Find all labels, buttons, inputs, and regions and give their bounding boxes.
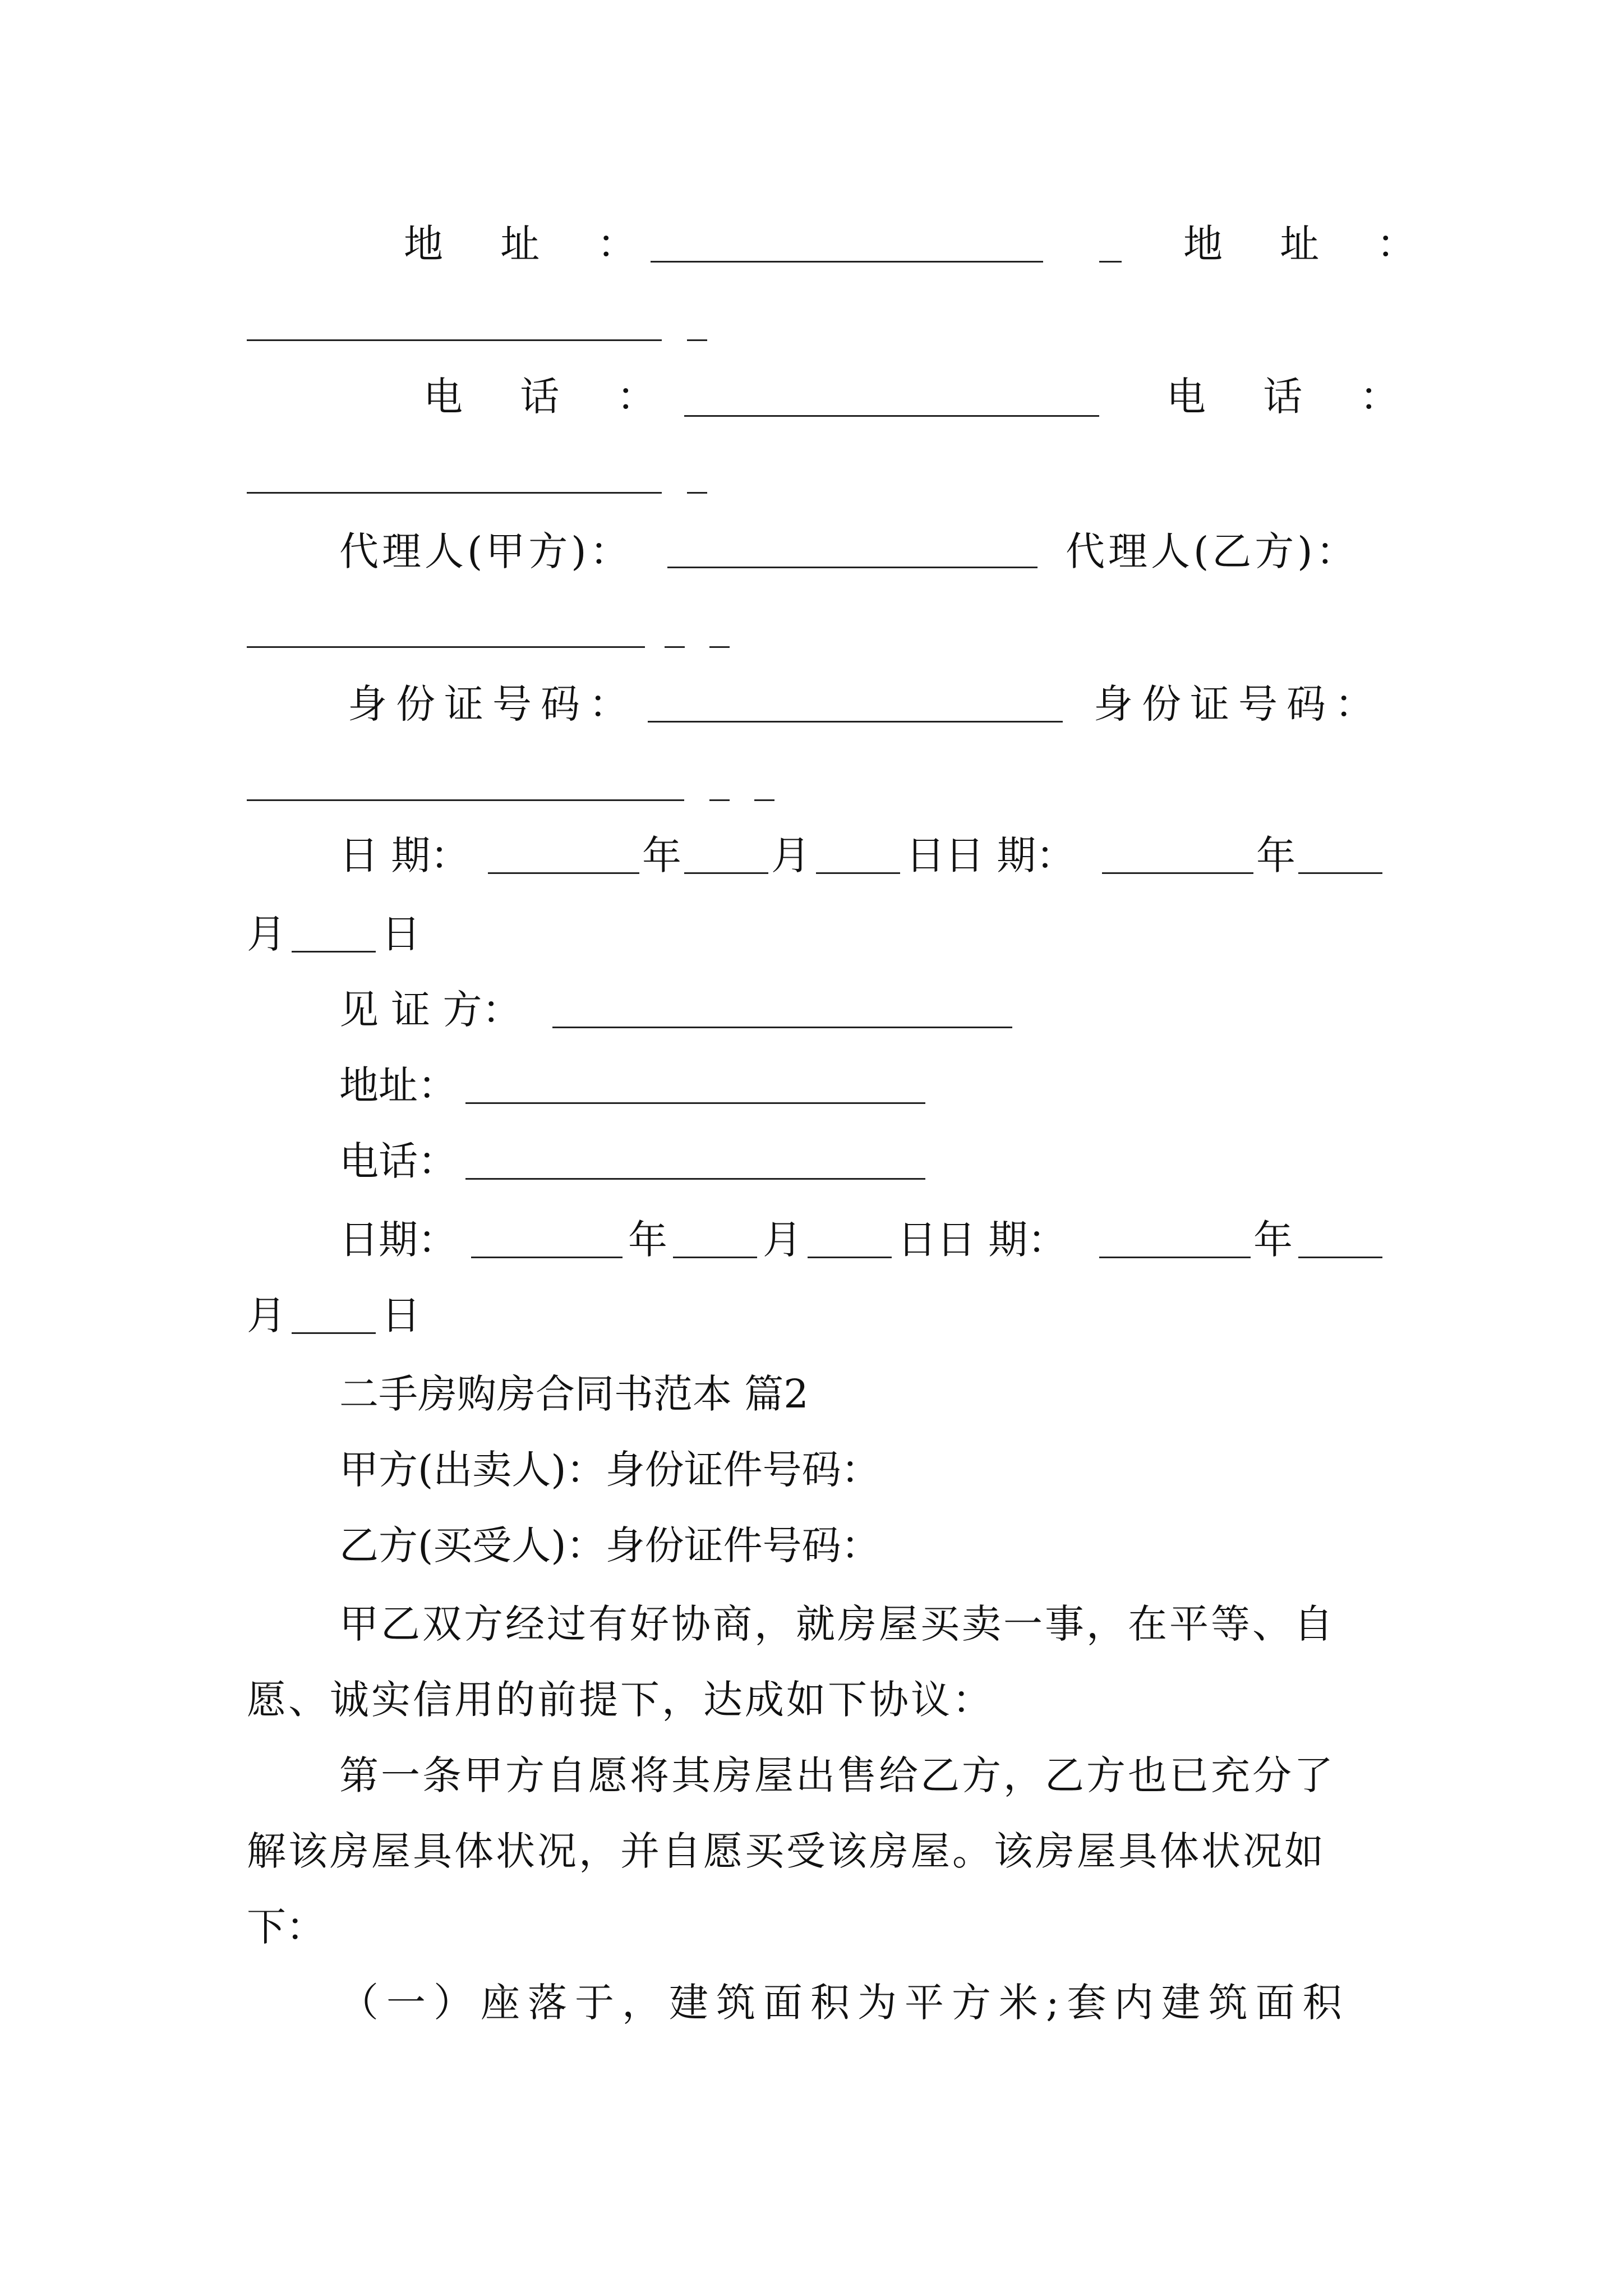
date-b-year: 年 bbox=[1256, 832, 1295, 878]
date-c-year-blank[interactable] bbox=[471, 1257, 623, 1258]
agent-a-label: 代理人(甲方)： bbox=[339, 528, 633, 574]
date-b-month-blank[interactable] bbox=[1298, 872, 1382, 874]
party-b-line: 乙方(买受人)：身份证件号码： bbox=[339, 1522, 880, 1568]
agent-a-blank[interactable] bbox=[667, 567, 1038, 568]
para-1-line-1: 甲乙双方经过有好协商，就房屋买卖一事，在平等、自 bbox=[339, 1601, 1335, 1647]
id-b-blank-tail-1 bbox=[709, 799, 730, 801]
date-c-month: 月 bbox=[763, 1217, 802, 1263]
date-a-month-blank[interactable] bbox=[684, 872, 768, 874]
buyer-phone-blank[interactable] bbox=[247, 492, 662, 494]
para-2-line-2: 解该房屋具体状况，并自愿买受该房屋。该房屋具体状况如 bbox=[247, 1828, 1326, 1874]
date-d-day: 日 bbox=[381, 1292, 421, 1338]
date-d-month-blank[interactable] bbox=[1298, 1257, 1382, 1258]
witness-phone-label: 电话： bbox=[339, 1138, 457, 1184]
date-d-year-blank[interactable] bbox=[1099, 1257, 1251, 1258]
date-d-day-blank[interactable] bbox=[292, 1332, 376, 1334]
seller-address-blank[interactable] bbox=[651, 261, 1043, 263]
date-a-year: 年 bbox=[642, 832, 681, 878]
date-c-month-blank[interactable] bbox=[673, 1257, 757, 1258]
id-b-blank-tail-2 bbox=[754, 799, 774, 801]
agent-b-blank[interactable] bbox=[247, 646, 645, 648]
buyer-address-blank-tail bbox=[687, 339, 707, 341]
date-a-day-blank[interactable] bbox=[816, 872, 900, 874]
witness-phone-blank[interactable] bbox=[465, 1178, 925, 1180]
para-2-line-1: 第一条甲方自愿将其房屋出售给乙方，乙方也已充分了 bbox=[339, 1752, 1335, 1798]
para-2-line-3: 下： bbox=[247, 1904, 325, 1950]
buyer-phone-label: 电 话 ： bbox=[1166, 374, 1422, 420]
buyer-address-blank[interactable] bbox=[247, 339, 662, 341]
date-d-month: 月 bbox=[247, 1292, 286, 1338]
seller-address-blank-tail bbox=[1099, 261, 1122, 263]
buyer-phone-blank-tail bbox=[687, 492, 707, 494]
seller-address-label: 地 址 ： bbox=[404, 221, 659, 267]
para-1-line-2: 愿、诚实信用的前提下，达成如下协议： bbox=[247, 1677, 994, 1723]
id-b-label: 身份证号码： bbox=[1094, 681, 1383, 727]
id-b-blank[interactable] bbox=[247, 799, 684, 801]
witness-blank[interactable] bbox=[552, 1027, 1012, 1028]
witness-address-blank[interactable] bbox=[465, 1102, 925, 1104]
date-a-label: 日 期： bbox=[339, 832, 470, 878]
date-c-day-and-d-label: 日日 期： bbox=[897, 1217, 1067, 1263]
date-b-day-blank[interactable] bbox=[292, 951, 376, 953]
date-b-year-blank[interactable] bbox=[1102, 872, 1253, 874]
id-a-label: 身份证号码： bbox=[348, 681, 637, 727]
witness-label: 见 证 方： bbox=[339, 987, 522, 1033]
party-a-line: 甲方(出卖人)：身份证件号码： bbox=[339, 1447, 880, 1493]
agent-b-blank-tail-1 bbox=[665, 646, 685, 648]
buyer-address-label: 地 址 ： bbox=[1183, 221, 1438, 267]
date-b-month: 月 bbox=[247, 911, 286, 957]
date-a-day-and-b-label: 日日 期： bbox=[906, 832, 1076, 878]
date-b-day: 日 bbox=[381, 911, 421, 957]
witness-address-label: 地址： bbox=[339, 1062, 457, 1108]
date-a-year-blank[interactable] bbox=[488, 872, 639, 874]
para-3-line-1: （一）座落于，建筑面积为平方米;套内建筑面积 bbox=[339, 1980, 1350, 2026]
seller-phone-label: 电 话 ： bbox=[423, 374, 679, 420]
section-heading: 二手房购房合同书范本 篇2 bbox=[339, 1371, 809, 1417]
date-c-label: 日期： bbox=[339, 1217, 457, 1263]
agent-b-label: 代理人(乙方)： bbox=[1066, 528, 1359, 574]
date-c-year: 年 bbox=[628, 1217, 667, 1263]
id-a-blank[interactable] bbox=[648, 721, 1063, 723]
date-a-month: 月 bbox=[771, 832, 810, 878]
agent-b-blank-tail-2 bbox=[709, 646, 730, 648]
date-d-year: 年 bbox=[1253, 1217, 1293, 1263]
date-c-day-blank[interactable] bbox=[808, 1257, 892, 1258]
seller-phone-blank[interactable] bbox=[684, 415, 1099, 417]
